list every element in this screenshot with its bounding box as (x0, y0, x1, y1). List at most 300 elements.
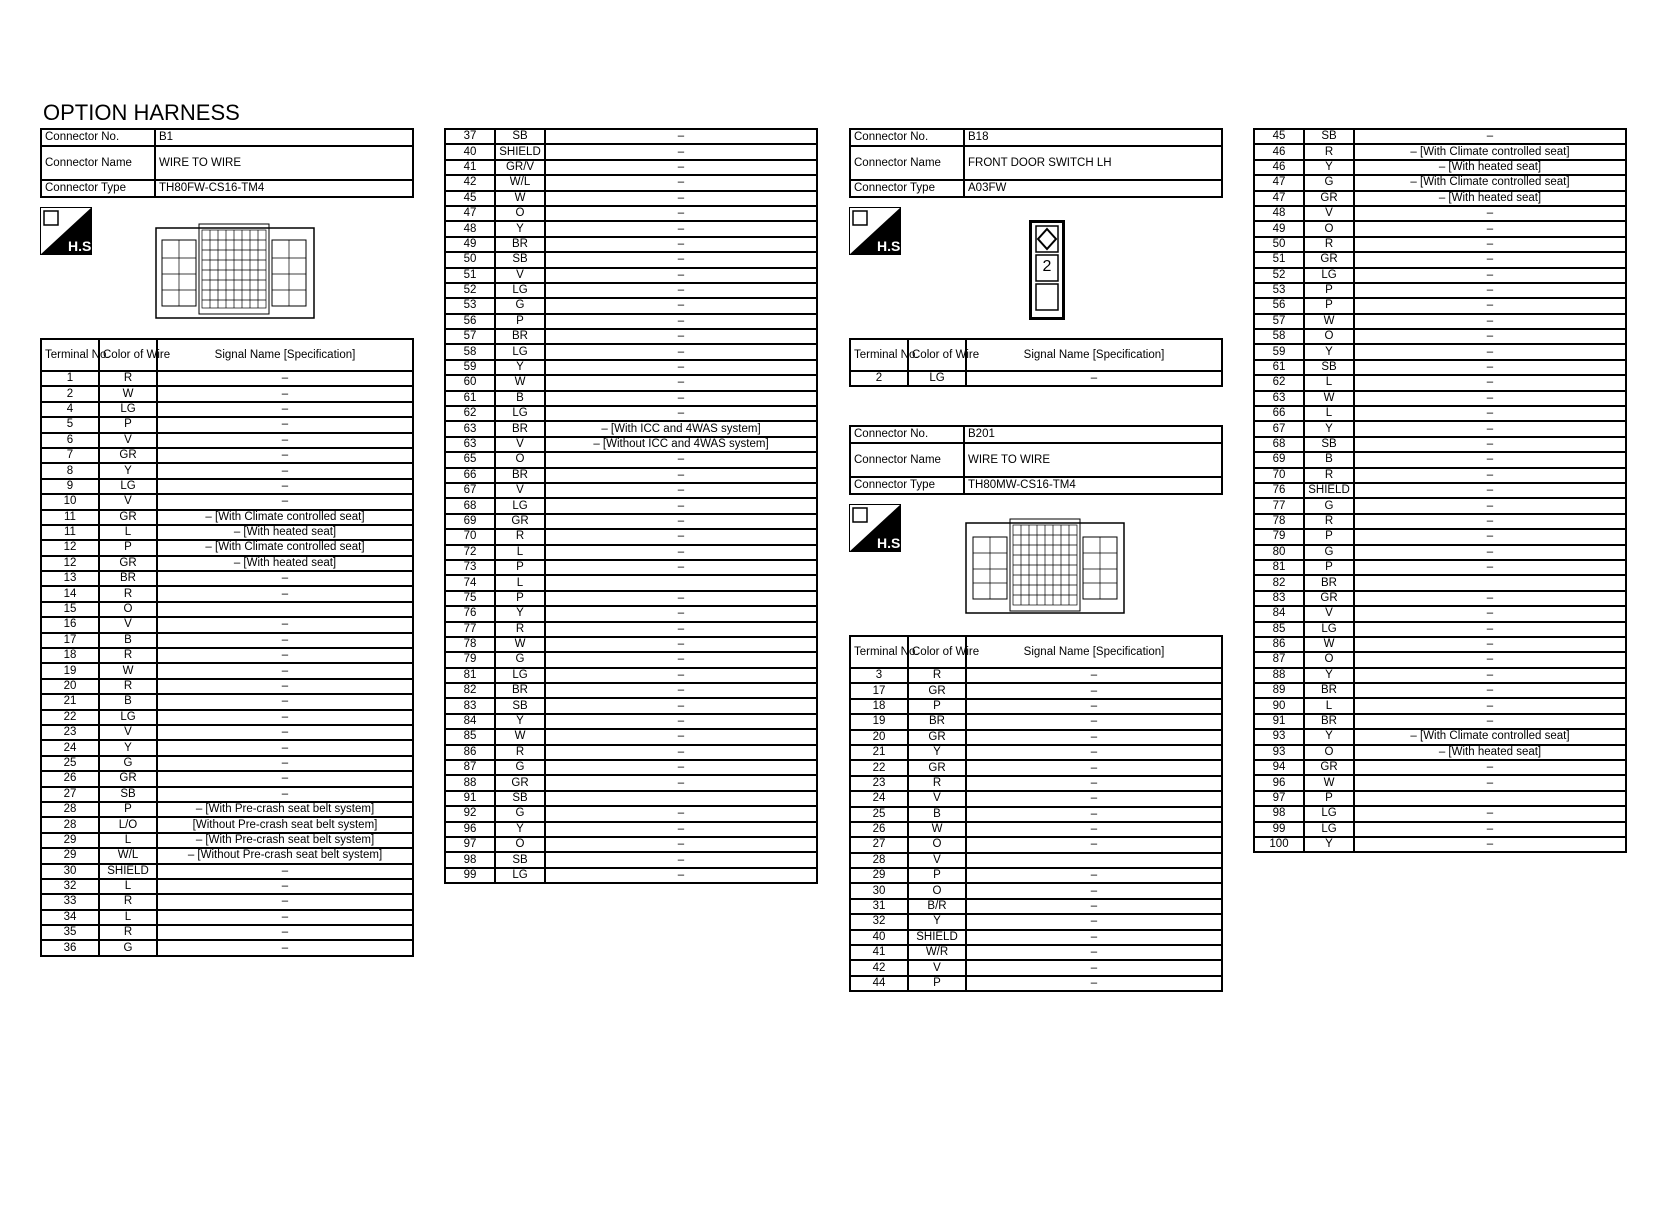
wire-color-cell: O (495, 206, 545, 221)
table-row (850, 683, 1222, 698)
signal-name-cell: – (1354, 452, 1626, 467)
terminal-no-cell: 59 (1254, 344, 1304, 359)
connector-name-value: FRONT DOOR SWITCH LH (964, 146, 1222, 180)
wire-color-cell: O (1304, 329, 1354, 344)
connector-name-value: WIRE TO WIRE (964, 443, 1222, 477)
pin-2-label: 2 (1042, 258, 1052, 275)
terminal-no-cell: 68 (1254, 437, 1304, 452)
table-row (41, 479, 413, 494)
table-row (850, 760, 1222, 775)
wire-color-cell: R (99, 679, 157, 694)
signal-name-cell: – (545, 652, 817, 667)
wire-color-cell: W/L (99, 848, 157, 863)
table-row (850, 883, 1222, 898)
wire-color-cell: V (99, 494, 157, 509)
connector-type-label: Connector Type (41, 180, 155, 197)
terminal-no-cell: 74 (445, 575, 495, 590)
wire-color-cell: V (908, 791, 966, 806)
wire-color-cell: SB (1304, 129, 1354, 144)
terminal-no-cell: 29 (850, 868, 908, 883)
table-row (1254, 206, 1626, 221)
terminal-no-cell: 23 (850, 776, 908, 791)
wire-color-cell: SB (99, 787, 157, 802)
wire-color-cell: LG (99, 479, 157, 494)
signal-name-cell (545, 575, 817, 590)
terminal-no-cell: 85 (445, 729, 495, 744)
terminal-no-cell: 82 (445, 683, 495, 698)
wire-color-cell: R (99, 586, 157, 601)
signal-name-cell: – (1354, 375, 1626, 390)
wire-color-cell: BR (495, 421, 545, 436)
connector-no-value: B18 (964, 129, 1222, 146)
signal-name-cell: – [With Climate controlled seat] (1354, 144, 1626, 159)
table-row (1254, 175, 1626, 190)
table-row (445, 698, 817, 713)
table-row (1254, 360, 1626, 375)
wire-color-cell: P (1304, 529, 1354, 544)
table-row (41, 433, 413, 448)
terminal-no-cell: 61 (1254, 360, 1304, 375)
signal-name-cell: – (1354, 221, 1626, 236)
signal-name-cell: – (1354, 406, 1626, 421)
signal-name-cell: – (1354, 760, 1626, 775)
wire-color-cell: LG (908, 371, 966, 386)
terminal-no-cell: 77 (1254, 498, 1304, 513)
signal-name-cell: – (966, 776, 1222, 791)
terminal-no-cell: 94 (1254, 760, 1304, 775)
table-row (41, 864, 413, 879)
terminal-no-cell: 3 (850, 668, 908, 683)
terminal-no-cell: 99 (1254, 822, 1304, 837)
table-row (1254, 160, 1626, 175)
table-row (1254, 191, 1626, 206)
signal-name-cell: – (1354, 714, 1626, 729)
table-row (41, 648, 413, 663)
wire-color-cell: LG (495, 668, 545, 683)
wire-color-cell: GR (99, 556, 157, 571)
table-row (1254, 806, 1626, 821)
table-row (445, 483, 817, 498)
wire-color-cell: Y (1304, 837, 1354, 852)
wire-color-cell: SB (1304, 437, 1354, 452)
signal-name-cell: – (545, 406, 817, 421)
table-row (445, 268, 817, 283)
terminal-no-cell: 21 (41, 694, 99, 709)
table-row (41, 586, 413, 601)
wire-color-cell: P (908, 699, 966, 714)
table-row (445, 237, 817, 252)
terminal-no-cell: 18 (850, 699, 908, 714)
wire-color-cell: LG (495, 406, 545, 421)
connector-info-table (40, 128, 414, 198)
wire-color-cell: G (1304, 498, 1354, 513)
signal-name-cell: – (545, 314, 817, 329)
signal-name-cell: – (545, 283, 817, 298)
table-row (41, 417, 413, 432)
table-row (850, 945, 1222, 960)
terminal-no-cell: 61 (445, 391, 495, 406)
signal-name-cell: – (1354, 514, 1626, 529)
table-row (41, 894, 413, 909)
signal-name-cell: – [With Climate controlled seat] (1354, 175, 1626, 190)
table-row (41, 556, 413, 571)
wire-color-cell: BR (1304, 575, 1354, 590)
table-row (1254, 822, 1626, 837)
terminal-no-cell: 67 (445, 483, 495, 498)
wire-color-cell: GR (1304, 191, 1354, 206)
terminal-no-cell: 62 (445, 406, 495, 421)
connector-name-label: Connector Name (850, 443, 964, 477)
signal-name-cell: – (545, 391, 817, 406)
wire-color-cell: GR (99, 771, 157, 786)
signal-name-cell: – (157, 679, 413, 694)
terminal-no-cell: 70 (445, 529, 495, 544)
signal-name-cell: – (157, 479, 413, 494)
signal-name-cell: – (545, 622, 817, 637)
wire-color-cell: Y (495, 822, 545, 837)
signal-name-cell: – (157, 740, 413, 755)
terminal-no-cell: 72 (445, 545, 495, 560)
signal-name-cell: – (157, 725, 413, 740)
table-row (1254, 591, 1626, 606)
wire-color-cell: GR (908, 730, 966, 745)
table-row (41, 448, 413, 463)
signal-name-cell: – (545, 668, 817, 683)
connector-type-value: TH80MW-CS16-TM4 (964, 477, 1222, 494)
signal-name-cell: – (545, 698, 817, 713)
signal-name-cell: – (1354, 206, 1626, 221)
terminal-no-cell: 41 (445, 160, 495, 175)
connector-face-b201-icon (965, 517, 1125, 617)
table-row (445, 283, 817, 298)
wire-color-cell: BR (1304, 683, 1354, 698)
signal-name-cell: – (1354, 637, 1626, 652)
table-row (1254, 668, 1626, 683)
table-row (1254, 421, 1626, 436)
terminal-no-cell: 80 (1254, 545, 1304, 560)
table-row (445, 837, 817, 852)
signal-name-cell: – (1354, 252, 1626, 267)
table-row (1254, 498, 1626, 513)
pin-table-b201 (849, 635, 1223, 992)
wire-color-cell: W (99, 386, 157, 401)
connector-type-value: TH80FW-CS16-TM4 (155, 180, 413, 197)
wire-color-cell: R (495, 622, 545, 637)
signal-name-cell: – (1354, 360, 1626, 375)
signal-name-cell: – (545, 360, 817, 375)
wire-color-cell: BR (495, 468, 545, 483)
terminal-no-cell: 96 (445, 822, 495, 837)
table-row (850, 807, 1222, 822)
signal-name-cell: – (966, 837, 1222, 852)
terminal-no-cell: 11 (41, 510, 99, 525)
wire-color-cell: Y (1304, 668, 1354, 683)
table-row (1254, 545, 1626, 560)
table-row (41, 525, 413, 540)
signal-name-cell: – (545, 144, 817, 159)
signal-name-cell: – [With heated seat] (1354, 745, 1626, 760)
signal-name-cell: – (157, 710, 413, 725)
signal-name-cell: – (1354, 298, 1626, 313)
table-row (445, 406, 817, 421)
wire-color-cell: G (99, 940, 157, 955)
terminal-no-cell: 76 (445, 606, 495, 621)
terminal-no-cell: 81 (1254, 560, 1304, 575)
table-row (1254, 791, 1626, 806)
signal-name-cell: – (157, 448, 413, 463)
wire-color-cell: V (495, 437, 545, 452)
terminal-no-cell: 84 (1254, 606, 1304, 621)
wire-color-cell: BR (1304, 714, 1354, 729)
terminal-no-cell: 79 (445, 652, 495, 667)
signal-name-cell: – (966, 945, 1222, 960)
wire-color-cell: SB (495, 129, 545, 144)
terminal-no-cell: 35 (41, 925, 99, 940)
terminal-no-cell: 27 (850, 837, 908, 852)
terminal-no-cell: 79 (1254, 529, 1304, 544)
terminal-no-cell: 50 (1254, 237, 1304, 252)
signal-name-cell: – (1354, 545, 1626, 560)
terminal-no-cell: 32 (41, 879, 99, 894)
table-row (445, 714, 817, 729)
wire-color-cell: R (99, 894, 157, 909)
table-row (1254, 344, 1626, 359)
signal-name-cell: – (157, 879, 413, 894)
color-of-wire-header: Color of Wire (908, 636, 966, 668)
hs-badge-icon (40, 207, 96, 255)
terminal-no-cell: 36 (41, 940, 99, 955)
terminal-no-cell: 44 (850, 976, 908, 991)
terminal-no-cell: 42 (445, 175, 495, 190)
table-row (1254, 760, 1626, 775)
terminal-no-cell: 33 (41, 894, 99, 909)
terminal-no-cell: 32 (850, 914, 908, 929)
wire-color-cell: GR (1304, 760, 1354, 775)
table-row (850, 776, 1222, 791)
signal-name-cell: – [With Pre-crash seat belt system] (157, 833, 413, 848)
terminal-no-cell: 12 (41, 540, 99, 555)
signal-name-cell: – (157, 694, 413, 709)
terminal-no-cell: 57 (1254, 314, 1304, 329)
table-row (1254, 775, 1626, 790)
wire-color-cell: V (495, 483, 545, 498)
wire-color-cell: GR (99, 510, 157, 525)
table-row (1254, 560, 1626, 575)
terminal-no-cell: 83 (1254, 591, 1304, 606)
pin-table-b1-continued (444, 128, 818, 884)
wire-color-cell: L (1304, 698, 1354, 713)
table-row (850, 699, 1222, 714)
signal-name-cell: – (545, 775, 817, 790)
table-row (850, 853, 1222, 868)
signal-name-cell: – (545, 852, 817, 867)
terminal-no-cell: 68 (445, 498, 495, 513)
terminal-no-cell: 84 (445, 714, 495, 729)
table-row (445, 652, 817, 667)
terminal-no-cell: 87 (445, 760, 495, 775)
table-row (41, 833, 413, 848)
table-row (445, 437, 817, 452)
table-row (850, 371, 1222, 386)
signal-name-cell: – (966, 976, 1222, 991)
wire-color-cell: W (1304, 637, 1354, 652)
signal-name-cell: – (1354, 668, 1626, 683)
terminal-no-cell: 25 (41, 756, 99, 771)
wire-color-cell: B/R (908, 899, 966, 914)
wire-color-cell: L/O (99, 817, 157, 832)
connector-type-label: Connector Type (850, 180, 964, 197)
wire-color-cell: O (495, 837, 545, 852)
terminal-no-cell: 9 (41, 479, 99, 494)
terminal-no-cell: 69 (1254, 452, 1304, 467)
signal-name-cell: – (157, 417, 413, 432)
wire-color-cell: P (99, 417, 157, 432)
table-row (445, 329, 817, 344)
wire-color-cell: P (495, 560, 545, 575)
wire-color-cell: W (495, 729, 545, 744)
wire-color-cell: R (1304, 514, 1354, 529)
signal-name-cell: – (157, 571, 413, 586)
wire-color-cell: O (1304, 745, 1354, 760)
wire-color-cell: R (1304, 468, 1354, 483)
wire-color-cell: R (495, 745, 545, 760)
wire-color-cell: SB (1304, 360, 1354, 375)
wire-color-cell: W (495, 637, 545, 652)
signal-name-cell: – (966, 714, 1222, 729)
signal-name-cell: – (966, 899, 1222, 914)
wire-color-cell: G (495, 806, 545, 821)
table-row (1254, 837, 1626, 852)
hs-badge-icon (849, 207, 905, 255)
signal-name-cell: – (545, 760, 817, 775)
wire-color-cell: W (99, 663, 157, 678)
wire-color-cell: B (1304, 452, 1354, 467)
connector-no-label: Connector No. (850, 426, 964, 443)
table-row (41, 571, 413, 586)
terminal-no-cell: 47 (1254, 191, 1304, 206)
wire-color-cell: V (99, 725, 157, 740)
terminal-no-cell: 27 (41, 787, 99, 802)
wire-color-cell: LG (1304, 806, 1354, 821)
table-row (850, 868, 1222, 883)
signal-name-cell: – (545, 237, 817, 252)
wire-color-cell: GR (908, 683, 966, 698)
connector-name-label: Connector Name (850, 146, 964, 180)
table-row (41, 740, 413, 755)
signal-name-cell: – (157, 371, 413, 386)
table-row (445, 760, 817, 775)
signal-name-cell: – (966, 371, 1222, 386)
table-row (445, 391, 817, 406)
wire-color-cell: GR (99, 448, 157, 463)
connector-no-label: Connector No. (41, 129, 155, 146)
wire-color-cell: P (908, 868, 966, 883)
table-row (41, 694, 413, 709)
signal-name-cell: – (157, 925, 413, 940)
wire-color-cell: W/R (908, 945, 966, 960)
wire-color-cell: Y (1304, 421, 1354, 436)
wire-color-cell: W (1304, 775, 1354, 790)
signal-name-cell: – (545, 745, 817, 760)
terminal-no-cell: 98 (445, 852, 495, 867)
terminal-no-cell: 45 (445, 191, 495, 206)
table-row (850, 745, 1222, 760)
terminal-no-cell: 29 (41, 833, 99, 848)
terminal-no-cell: 28 (41, 817, 99, 832)
signal-name-cell: – (1354, 652, 1626, 667)
signal-name-cell: – [With heated seat] (157, 556, 413, 571)
signal-name-cell: – (1354, 529, 1626, 544)
table-row (445, 360, 817, 375)
table-row (1254, 683, 1626, 698)
terminal-no-cell: 19 (41, 663, 99, 678)
wire-color-cell: V (1304, 206, 1354, 221)
wire-color-cell: Y (99, 463, 157, 478)
terminal-no-cell: 25 (850, 807, 908, 822)
signal-name-cell: – (157, 787, 413, 802)
signal-name-cell (545, 791, 817, 806)
table-row (445, 221, 817, 236)
wire-color-cell: G (1304, 545, 1354, 560)
table-row (445, 468, 817, 483)
signal-name-cell: – (157, 586, 413, 601)
terminal-no-cell: 49 (1254, 221, 1304, 236)
wire-color-cell: P (99, 540, 157, 555)
signal-name-cell: – (966, 745, 1222, 760)
terminal-no-cell: 85 (1254, 622, 1304, 637)
wire-color-cell: B (99, 694, 157, 709)
terminal-no-cell: 2 (41, 386, 99, 401)
table-row (1254, 452, 1626, 467)
wire-color-cell: L (99, 879, 157, 894)
terminal-no-cell: 47 (1254, 175, 1304, 190)
table-row (41, 494, 413, 509)
terminal-no-cell: 11 (41, 525, 99, 540)
signal-name-cell: – (157, 463, 413, 478)
table-row (850, 730, 1222, 745)
terminal-no-cell: 34 (41, 910, 99, 925)
wire-color-cell: Y (495, 221, 545, 236)
table-row (1254, 314, 1626, 329)
signal-name-cell: – (157, 386, 413, 401)
wire-color-cell: LG (1304, 622, 1354, 637)
terminal-no-cell: 49 (445, 237, 495, 252)
terminal-no-cell: 4 (41, 402, 99, 417)
terminal-no-cell: 88 (1254, 668, 1304, 683)
table-row (41, 925, 413, 940)
terminal-no-cell: 16 (41, 617, 99, 632)
terminal-no-cell: 2 (850, 371, 908, 386)
signal-name-cell: – (966, 868, 1222, 883)
table-row (1254, 375, 1626, 390)
table-row (445, 560, 817, 575)
terminal-no-cell: 20 (41, 679, 99, 694)
wire-color-cell: SB (495, 252, 545, 267)
wire-color-cell: O (99, 602, 157, 617)
signal-name-cell: – (1354, 606, 1626, 621)
signal-name-cell: – (157, 633, 413, 648)
table-row (445, 822, 817, 837)
terminal-no-cell: 52 (445, 283, 495, 298)
table-row (41, 540, 413, 555)
terminal-no-cell: 31 (850, 899, 908, 914)
table-row (1254, 514, 1626, 529)
signal-name-cell: – (1354, 775, 1626, 790)
b201-continued-wrap (1253, 128, 1627, 853)
terminal-no-cell: 52 (1254, 268, 1304, 283)
table-row (445, 298, 817, 313)
terminal-no-cell: 51 (445, 268, 495, 283)
